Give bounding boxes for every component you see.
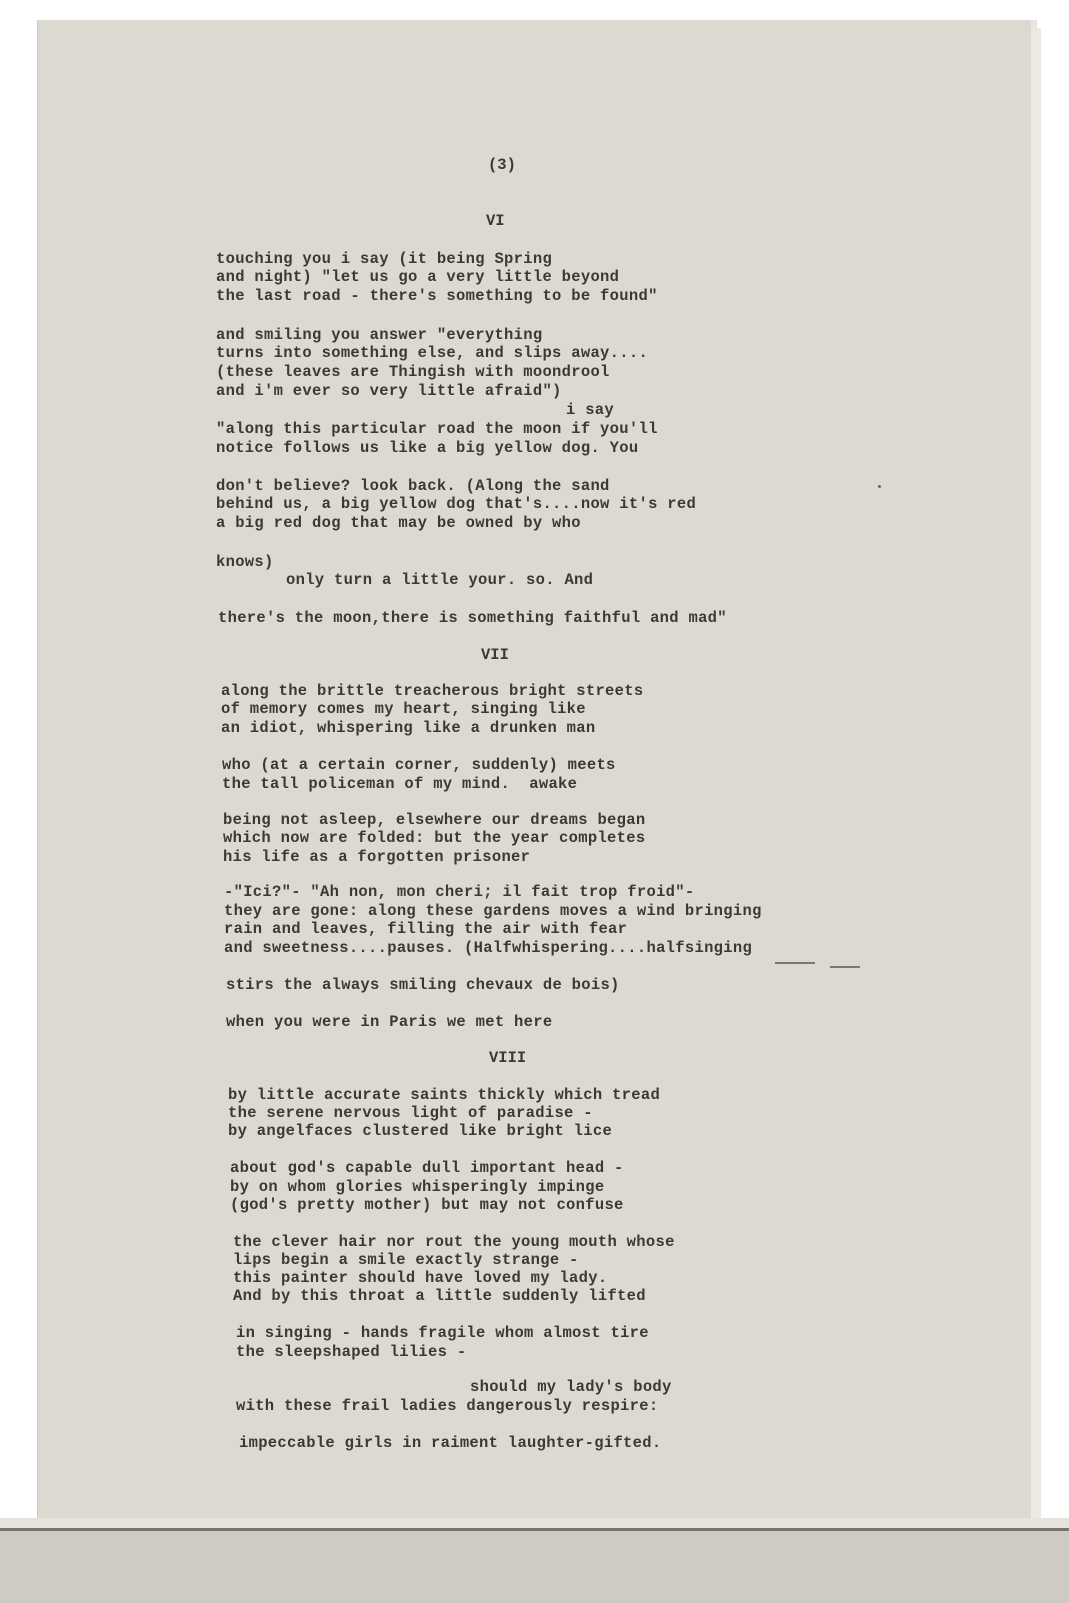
poem-line: his life as a forgotten prisoner (223, 848, 531, 866)
poem-line: by angelfaces clustered like bright lice (228, 1122, 613, 1140)
poem-line: of memory comes my heart, singing like (221, 700, 586, 718)
poem-line: and night) "let us go a very little beyond (216, 268, 620, 286)
poem-line: in singing - hands fragile whom almost tire (236, 1324, 649, 1342)
page-number: (3) (488, 156, 516, 174)
poem-line: -"Ici?"- "Ah non, mon cheri; il fait trop froid"- (224, 883, 695, 901)
section-numeral-vi: VI (486, 212, 505, 230)
poem-line: the tall policeman of my mind. awake (222, 775, 578, 793)
poem-line: don't believe? look back. (Along the sand (216, 477, 610, 495)
poem-line: with these frail ladies dangerously respire: (236, 1397, 659, 1415)
poem-line: behind us, a big yellow dog that's....now it's red (216, 495, 697, 513)
poem-line: when you were in Paris we met here (226, 1013, 553, 1031)
poem-line: and sweetness....pauses. (Halfwhispering....halfsinging (224, 939, 753, 957)
poem-line: an idiot, whispering like a drunken man (221, 719, 596, 737)
section-numeral-viii: VIII (489, 1049, 527, 1067)
poem-line: they are gone: along these gardens moves a wind bringing (224, 902, 762, 920)
poem-line: touching you i say (it being Spring (216, 250, 553, 268)
poem-line: a big red dog that may be owned by who (216, 514, 581, 532)
poem-line: who (at a certain corner, suddenly) meets (222, 756, 616, 774)
poem-line: and smiling you answer "everything (216, 326, 543, 344)
poem-line: the clever hair nor rout the young mouth whose (233, 1233, 675, 1251)
page-edge (1031, 28, 1041, 1518)
poem-line: impeccable girls in raiment laughter-gifted. (239, 1434, 662, 1452)
poem-line: the last road - there's something to be found" (216, 287, 658, 305)
poem-line: which now are folded: but the year completes (223, 829, 646, 847)
poem-line: there's the moon,there is something faithful and mad" (218, 609, 727, 627)
poem-line: And by this throat a little suddenly lifted (233, 1287, 646, 1305)
poem-line: about god's capable dull important head - (230, 1159, 624, 1177)
poem-line: and i'm ever so very little afraid") (216, 382, 562, 400)
poem-line: should my lady's body (470, 1378, 672, 1396)
poem-line: the serene nervous light of paradise - (228, 1104, 593, 1122)
poem-line: "along this particular road the moon if you'll (216, 420, 658, 438)
stray-pencil-mark (830, 966, 860, 968)
poem-line: lips begin a smile exactly strange - (233, 1251, 579, 1269)
stray-pencil-mark (775, 962, 815, 964)
poem-line: stirs the always smiling chevaux de bois) (226, 976, 620, 994)
poem-line: the sleepshaped lilies - (236, 1343, 467, 1361)
poem-line: along the brittle treacherous bright streets (221, 682, 644, 700)
poem-line: knows) (216, 553, 274, 571)
poem-line: only turn a little your. so. And (286, 571, 594, 589)
poem-line: notice follows us like a big yellow dog. You (216, 439, 639, 457)
poem-line: by little accurate saints thickly which tread (228, 1086, 661, 1104)
underlying-cover (0, 1528, 1069, 1603)
poem-line: turns into something else, and slips away.... (216, 344, 649, 362)
poem-line: being not asleep, elsewhere our dreams began (223, 811, 646, 829)
poem-line: by on whom glories whisperingly impinge (230, 1178, 605, 1196)
ink-speck (878, 485, 881, 488)
poem-line: (god's pretty mother) but may not confuse (230, 1196, 624, 1214)
poem-line: this painter should have loved my lady. (233, 1269, 608, 1287)
poem-line: (these leaves are Thingish with moondrool (216, 363, 610, 381)
section-numeral-vii: VII (481, 646, 509, 664)
poem-line: i say (566, 401, 615, 419)
poem-line: rain and leaves, filling the air with fear (224, 920, 628, 938)
